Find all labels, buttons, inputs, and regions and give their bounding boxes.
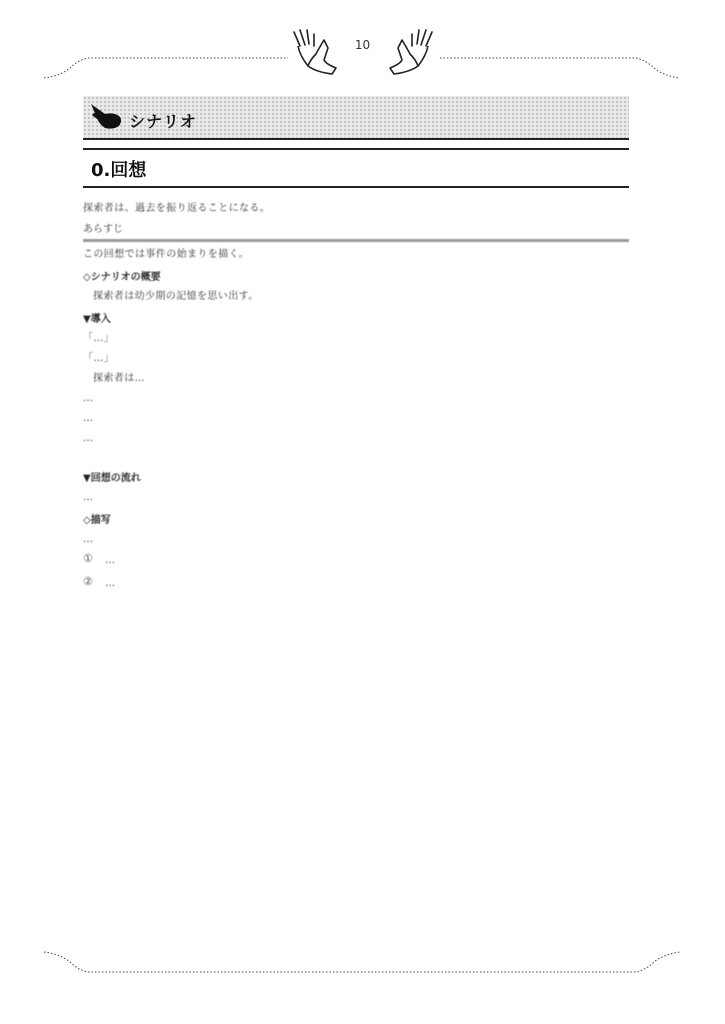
note-text: …	[105, 555, 116, 566]
paragraph: 探索者は幼少期の記憶を思い出す。	[93, 291, 259, 302]
chapter-title-text: 0.回想	[91, 160, 147, 181]
body-content	[83, 200, 629, 598]
subsection-label: ◇描写	[83, 515, 111, 526]
right-hand-icon	[384, 26, 438, 78]
note-item	[83, 575, 629, 592]
paragraph: 「…」	[83, 353, 115, 364]
paragraph: …	[83, 413, 94, 424]
left-hand-icon	[288, 26, 342, 78]
page-number: 10	[354, 38, 371, 52]
note-marker: ①	[83, 552, 93, 565]
paragraph: …	[83, 433, 94, 444]
section-banner	[83, 96, 629, 140]
chapter-title	[83, 148, 629, 188]
note-text: …	[105, 578, 116, 589]
section-title: シナリオ	[129, 112, 197, 131]
subsection-label: ▼回想の流れ	[83, 473, 141, 484]
paragraph: …	[83, 393, 94, 404]
paragraph: 「…」	[83, 333, 115, 344]
paragraph: …	[83, 492, 94, 503]
paragraph: 探索者は…	[93, 373, 145, 384]
note-item	[83, 552, 629, 569]
paragraph: この回想では事件の始まりを描く。	[83, 249, 250, 260]
subsection-label: ▼導入	[83, 314, 111, 325]
subsection-label: ◇シナリオの概要	[83, 272, 161, 283]
page-frame-bottom	[0, 944, 725, 1024]
note-marker: ②	[83, 575, 93, 588]
sub-heading: あらすじ	[83, 221, 629, 242]
paragraph: …	[83, 534, 94, 545]
pointing-hand-icon	[89, 100, 125, 134]
intro-paragraph: 探索者は、過去を振り返ることになる。	[83, 203, 271, 214]
